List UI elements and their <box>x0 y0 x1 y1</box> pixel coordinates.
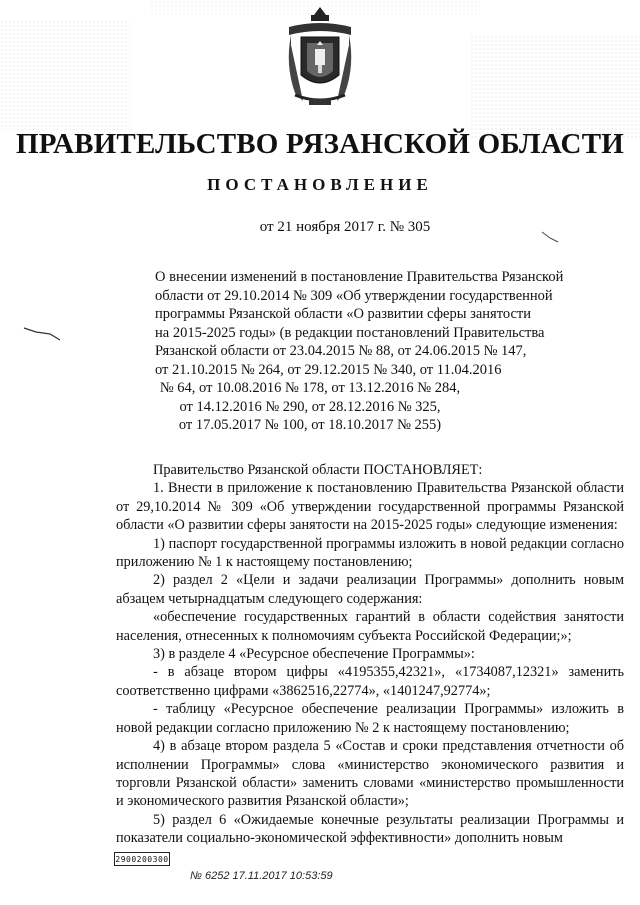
body-paragraph: 2) раздел 2 «Цели и задачи реализации Программы» дополнить новым абзацем четырнадцатым следующего содержания: <box>116 572 624 607</box>
government-title: ПРАВИТЕЛЬСТВО РЯЗАНСКОЙ ОБЛАСТИ <box>16 128 624 160</box>
subject-line: Рязанской области от 23.04.2015 № 88, от 24.06.2015 № 147, <box>155 343 527 359</box>
scan-mark-right <box>540 230 560 244</box>
body-paragraph: «обеспечение государственных гарантий в области содействия занятости населения, отнесенных к полномочиям субъекта Российской Федерации;»; <box>116 609 624 644</box>
body-paragraph: 1. Внести в приложение к постановлению Правительства Рязанской области от 29,10.2014 № 309 «Об утверждении государственной программы Рязанской области «О развитии сферы занятости на 2015-2025 годы» следующие изменения: <box>116 480 624 534</box>
decree-body <box>116 461 624 848</box>
subject-line: от 21.10.2015 № 264, от 29.12.2015 № 340, от 11.04.2016 <box>155 361 502 378</box>
subject-line: О внесении изменений в постановление Правительства Рязанской <box>155 269 564 285</box>
scan-noise-left <box>0 20 130 130</box>
date-and-number: от 21 ноября 2017 г. № 305 <box>259 219 431 235</box>
scan-mark-left <box>22 322 62 342</box>
subject-line: на 2015-2025 годы» (в редакции постановлений Правительства <box>155 324 545 341</box>
scan-noise-right <box>470 35 640 140</box>
registration-stamp: № 6252 17.11.2017 10:53:59 <box>190 870 333 882</box>
subject-line: от 17.05.2017 № 100, от 18.10.2017 № 255) <box>178 417 442 433</box>
body-paragraph: - в абзаце втором цифры «4195355,42321», «1734087,12321» заменить соответственно цифрами «3862516,22774», «1401247,92774»; <box>116 664 624 699</box>
subject-line: от 14.12.2016 № 290, от 28.12.2016 № 325, <box>179 398 441 415</box>
subject-line: программы Рязанской области «О развитии сферы занятости <box>155 306 531 322</box>
decree-subject <box>155 268 564 435</box>
barcode-stamp: 2900200300 <box>114 852 170 866</box>
document-type: ПОСТАНОВЛЕНИЕ <box>207 175 433 194</box>
subject-line: № 64, от 10.08.2016 № 178, от 13.12.2016 № 284, <box>159 380 461 396</box>
body-paragraph: Правительство Рязанской области ПОСТАНОВЛЯЕТ: <box>153 462 483 478</box>
coat-of-arms-icon <box>281 5 359 109</box>
body-paragraph: 1) паспорт государственной программы изложить в новой редакции согласно приложению № 1 к настоящему постановлению; <box>116 535 624 571</box>
body-paragraph: 4) в абзаце втором раздела 5 «Состав и сроки представления отчетности об исполнении Программы» слова «министерство экономического развития и торговли Рязанской области» заменить словами «министерство промышленности и экономического развития Рязанской области»; <box>116 738 624 810</box>
body-paragraph: 3) в разделе 4 «Ресурсное обеспечение Программы»: <box>153 646 475 663</box>
subject-line: области от 29.10.2014 № 309 «Об утверждении государственной <box>155 287 553 304</box>
body-paragraph: - таблицу «Ресурсное обеспечение реализации Программы» изложить в новой редакции согласно приложению № 2 к настоящему постановлению; <box>116 701 624 736</box>
body-paragraph: 5) раздел 6 «Ожидаемые конечные результаты реализации Программы и показатели социально-экономической эффективности» дополнить новым <box>116 811 624 847</box>
